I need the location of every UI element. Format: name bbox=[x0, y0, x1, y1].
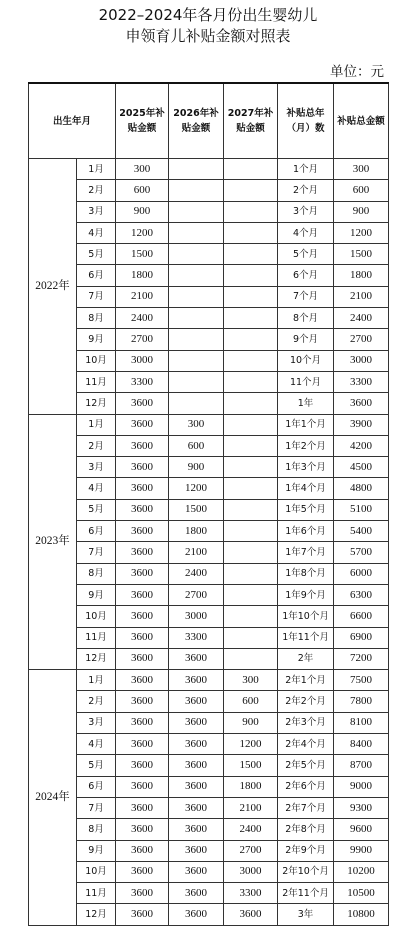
amount-2025-cell: 3600 bbox=[116, 521, 169, 542]
total-amount-cell: 9300 bbox=[334, 797, 389, 818]
table-row bbox=[29, 222, 389, 243]
table-row bbox=[29, 350, 389, 371]
month-cell: 4月 bbox=[77, 734, 116, 755]
amount-2026-cell bbox=[169, 286, 224, 307]
month-cell: 1月 bbox=[77, 159, 116, 180]
total-amount-cell: 6600 bbox=[334, 606, 389, 627]
period-cell: 1年10个月 bbox=[278, 606, 334, 627]
amount-2027-cell bbox=[224, 201, 278, 222]
total-amount-cell: 300 bbox=[334, 159, 389, 180]
amount-2025-cell: 3600 bbox=[116, 691, 169, 712]
amount-2025-cell: 3600 bbox=[116, 755, 169, 776]
period-cell: 2年4个月 bbox=[278, 734, 334, 755]
month-cell: 2月 bbox=[77, 691, 116, 712]
amount-2027-cell bbox=[224, 627, 278, 648]
table-row bbox=[29, 457, 389, 478]
total-amount-cell: 8100 bbox=[334, 712, 389, 733]
table-row bbox=[29, 584, 389, 605]
table-row bbox=[29, 648, 389, 669]
total-amount-cell: 3300 bbox=[334, 371, 389, 392]
amount-2027-cell bbox=[224, 435, 278, 456]
table-row bbox=[29, 627, 389, 648]
period-cell: 8个月 bbox=[278, 308, 334, 329]
month-cell: 12月 bbox=[77, 904, 116, 925]
month-cell: 11月 bbox=[77, 371, 116, 392]
amount-2027-cell: 2100 bbox=[224, 797, 278, 818]
year-cell: 2022年 bbox=[29, 159, 77, 415]
period-cell: 11个月 bbox=[278, 371, 334, 392]
amount-2027-cell: 3300 bbox=[224, 883, 278, 904]
table-row bbox=[29, 265, 389, 286]
amount-2027-cell: 2700 bbox=[224, 840, 278, 861]
period-cell: 1年2个月 bbox=[278, 435, 334, 456]
period-cell: 2年11个月 bbox=[278, 883, 334, 904]
amount-2027-cell bbox=[224, 265, 278, 286]
period-cell: 2年1个月 bbox=[278, 670, 334, 691]
subsidy-table bbox=[28, 82, 389, 926]
amount-2025-cell: 900 bbox=[116, 201, 169, 222]
year-cell: 2023年 bbox=[29, 414, 77, 670]
amount-2027-cell: 1200 bbox=[224, 734, 278, 755]
period-cell: 1年9个月 bbox=[278, 584, 334, 605]
amount-2025-cell: 3600 bbox=[116, 776, 169, 797]
month-cell: 1月 bbox=[77, 414, 116, 435]
month-cell: 9月 bbox=[77, 840, 116, 861]
month-cell: 2月 bbox=[77, 435, 116, 456]
month-cell: 6月 bbox=[77, 521, 116, 542]
total-amount-cell: 7800 bbox=[334, 691, 389, 712]
amount-2025-cell: 600 bbox=[116, 180, 169, 201]
amount-2025-cell: 3600 bbox=[116, 904, 169, 925]
period-cell: 1年 bbox=[278, 393, 334, 414]
amount-2026-cell: 3600 bbox=[169, 648, 224, 669]
table-row bbox=[29, 180, 389, 201]
amount-2027-cell bbox=[224, 542, 278, 563]
month-cell: 5月 bbox=[77, 755, 116, 776]
total-amount-cell: 7500 bbox=[334, 670, 389, 691]
amount-2027-cell bbox=[224, 393, 278, 414]
amount-2027-cell bbox=[224, 329, 278, 350]
header-total-amount: 补贴总金额 bbox=[334, 83, 389, 159]
table-row bbox=[29, 542, 389, 563]
total-amount-cell: 5100 bbox=[334, 499, 389, 520]
amount-2027-cell: 3000 bbox=[224, 861, 278, 882]
period-cell: 1年8个月 bbox=[278, 563, 334, 584]
header-row bbox=[29, 83, 389, 159]
amount-2026-cell: 3600 bbox=[169, 797, 224, 818]
month-cell: 5月 bbox=[77, 499, 116, 520]
amount-2027-cell bbox=[224, 648, 278, 669]
amount-2026-cell: 3600 bbox=[169, 776, 224, 797]
amount-2026-cell: 3600 bbox=[169, 670, 224, 691]
table-row bbox=[29, 904, 389, 925]
table-row bbox=[29, 691, 389, 712]
period-cell: 1年6个月 bbox=[278, 521, 334, 542]
amount-2026-cell: 1800 bbox=[169, 521, 224, 542]
table-row bbox=[29, 499, 389, 520]
table-row bbox=[29, 435, 389, 456]
amount-2025-cell: 3600 bbox=[116, 393, 169, 414]
amount-2025-cell: 2100 bbox=[116, 286, 169, 307]
total-amount-cell: 3900 bbox=[334, 414, 389, 435]
amount-2025-cell: 3600 bbox=[116, 435, 169, 456]
month-cell: 8月 bbox=[77, 308, 116, 329]
amount-2027-cell bbox=[224, 563, 278, 584]
table-row bbox=[29, 797, 389, 818]
amount-2026-cell: 3600 bbox=[169, 755, 224, 776]
amount-2027-cell bbox=[224, 286, 278, 307]
amount-2027-cell: 600 bbox=[224, 691, 278, 712]
total-amount-cell: 5400 bbox=[334, 521, 389, 542]
amount-2026-cell bbox=[169, 201, 224, 222]
table-row bbox=[29, 244, 389, 265]
total-amount-cell: 10800 bbox=[334, 904, 389, 925]
amount-2027-cell: 1800 bbox=[224, 776, 278, 797]
period-cell: 10个月 bbox=[278, 350, 334, 371]
header-total-years: 补贴总年（月）数 bbox=[278, 83, 334, 159]
amount-2027-cell bbox=[224, 478, 278, 499]
amount-2026-cell bbox=[169, 244, 224, 265]
amount-2026-cell: 600 bbox=[169, 435, 224, 456]
amount-2027-cell bbox=[224, 371, 278, 392]
total-amount-cell: 9900 bbox=[334, 840, 389, 861]
amount-2026-cell bbox=[169, 308, 224, 329]
period-cell: 1年11个月 bbox=[278, 627, 334, 648]
amount-2027-cell bbox=[224, 521, 278, 542]
month-cell: 11月 bbox=[77, 627, 116, 648]
period-cell: 2年9个月 bbox=[278, 840, 334, 861]
month-cell: 4月 bbox=[77, 478, 116, 499]
header-2026: 2026年补贴金额 bbox=[169, 83, 224, 159]
total-amount-cell: 8700 bbox=[334, 755, 389, 776]
month-cell: 3月 bbox=[77, 712, 116, 733]
period-cell: 1年1个月 bbox=[278, 414, 334, 435]
amount-2025-cell: 3600 bbox=[116, 712, 169, 733]
period-cell: 1年3个月 bbox=[278, 457, 334, 478]
period-cell: 1年4个月 bbox=[278, 478, 334, 499]
month-cell: 2月 bbox=[77, 180, 116, 201]
amount-2026-cell bbox=[169, 265, 224, 286]
month-cell: 10月 bbox=[77, 861, 116, 882]
month-cell: 3月 bbox=[77, 457, 116, 478]
table-row bbox=[29, 478, 389, 499]
table-row bbox=[29, 393, 389, 414]
year-cell: 2024年 bbox=[29, 670, 77, 926]
amount-2026-cell bbox=[169, 159, 224, 180]
total-amount-cell: 2100 bbox=[334, 286, 389, 307]
amount-2027-cell bbox=[224, 180, 278, 201]
period-cell: 2年10个月 bbox=[278, 861, 334, 882]
amount-2027-cell: 1500 bbox=[224, 755, 278, 776]
amount-2027-cell: 2400 bbox=[224, 819, 278, 840]
header-2027: 2027年补贴金额 bbox=[224, 83, 278, 159]
amount-2026-cell: 1500 bbox=[169, 499, 224, 520]
amount-2025-cell: 3600 bbox=[116, 499, 169, 520]
amount-2025-cell: 3600 bbox=[116, 457, 169, 478]
title-line-2: 申领育儿补贴金额对照表 bbox=[125, 27, 291, 45]
period-cell: 2年5个月 bbox=[278, 755, 334, 776]
amount-2025-cell: 3600 bbox=[116, 670, 169, 691]
amount-2027-cell bbox=[224, 244, 278, 265]
amount-2026-cell bbox=[169, 371, 224, 392]
amount-2025-cell: 1200 bbox=[116, 222, 169, 243]
amount-2026-cell: 1200 bbox=[169, 478, 224, 499]
amount-2026-cell bbox=[169, 180, 224, 201]
month-cell: 8月 bbox=[77, 563, 116, 584]
month-cell: 8月 bbox=[77, 819, 116, 840]
table-row bbox=[29, 414, 389, 435]
period-cell: 1年5个月 bbox=[278, 499, 334, 520]
table-row bbox=[29, 755, 389, 776]
amount-2026-cell: 3600 bbox=[169, 691, 224, 712]
total-amount-cell: 1800 bbox=[334, 265, 389, 286]
table-row bbox=[29, 286, 389, 307]
unit-label: 单位：元 bbox=[330, 64, 384, 80]
amount-2027-cell bbox=[224, 350, 278, 371]
header-birth: 出生年月 bbox=[29, 83, 116, 159]
table-row bbox=[29, 670, 389, 691]
amount-2026-cell: 2100 bbox=[169, 542, 224, 563]
month-cell: 10月 bbox=[77, 350, 116, 371]
amount-2026-cell bbox=[169, 393, 224, 414]
table-row bbox=[29, 734, 389, 755]
amount-2025-cell: 3600 bbox=[116, 606, 169, 627]
total-amount-cell: 6000 bbox=[334, 563, 389, 584]
amount-2027-cell bbox=[224, 308, 278, 329]
total-amount-cell: 3000 bbox=[334, 350, 389, 371]
amount-2026-cell: 3600 bbox=[169, 883, 224, 904]
title-line-1: 2022–2024年各月份出生婴幼儿 bbox=[98, 6, 318, 24]
period-cell: 7个月 bbox=[278, 286, 334, 307]
month-cell: 6月 bbox=[77, 776, 116, 797]
month-cell: 11月 bbox=[77, 883, 116, 904]
amount-2027-cell bbox=[224, 222, 278, 243]
amount-2025-cell: 2400 bbox=[116, 308, 169, 329]
total-amount-cell: 5700 bbox=[334, 542, 389, 563]
amount-2026-cell: 3600 bbox=[169, 904, 224, 925]
amount-2027-cell: 300 bbox=[224, 670, 278, 691]
amount-2026-cell: 3600 bbox=[169, 712, 224, 733]
total-amount-cell: 9600 bbox=[334, 819, 389, 840]
table-row bbox=[29, 819, 389, 840]
amount-2027-cell bbox=[224, 584, 278, 605]
amount-2026-cell: 3600 bbox=[169, 840, 224, 861]
amount-2025-cell: 3600 bbox=[116, 797, 169, 818]
amount-2026-cell bbox=[169, 222, 224, 243]
amount-2025-cell: 3600 bbox=[116, 840, 169, 861]
table-row bbox=[29, 861, 389, 882]
total-amount-cell: 900 bbox=[334, 201, 389, 222]
table-row bbox=[29, 606, 389, 627]
amount-2025-cell: 3000 bbox=[116, 350, 169, 371]
table-row bbox=[29, 521, 389, 542]
amount-2025-cell: 3600 bbox=[116, 883, 169, 904]
period-cell: 5个月 bbox=[278, 244, 334, 265]
month-cell: 12月 bbox=[77, 648, 116, 669]
total-amount-cell: 2400 bbox=[334, 308, 389, 329]
amount-2026-cell: 3600 bbox=[169, 819, 224, 840]
table-row bbox=[29, 371, 389, 392]
total-amount-cell: 6300 bbox=[334, 584, 389, 605]
amount-2025-cell: 1500 bbox=[116, 244, 169, 265]
amount-2027-cell: 900 bbox=[224, 712, 278, 733]
table-row bbox=[29, 308, 389, 329]
amount-2025-cell: 3600 bbox=[116, 627, 169, 648]
period-cell: 2年3个月 bbox=[278, 712, 334, 733]
amount-2025-cell: 3600 bbox=[116, 819, 169, 840]
amount-2025-cell: 3600 bbox=[116, 478, 169, 499]
header-2025: 2025年补贴金额 bbox=[116, 83, 169, 159]
period-cell: 3年 bbox=[278, 904, 334, 925]
amount-2025-cell: 300 bbox=[116, 159, 169, 180]
amount-2026-cell: 3600 bbox=[169, 861, 224, 882]
amount-2027-cell: 3600 bbox=[224, 904, 278, 925]
amount-2025-cell: 3600 bbox=[116, 542, 169, 563]
month-cell: 4月 bbox=[77, 222, 116, 243]
period-cell: 2个月 bbox=[278, 180, 334, 201]
month-cell: 3月 bbox=[77, 201, 116, 222]
amount-2025-cell: 2700 bbox=[116, 329, 169, 350]
month-cell: 7月 bbox=[77, 286, 116, 307]
amount-2026-cell: 2400 bbox=[169, 563, 224, 584]
amount-2027-cell bbox=[224, 414, 278, 435]
total-amount-cell: 600 bbox=[334, 180, 389, 201]
month-cell: 1月 bbox=[77, 670, 116, 691]
period-cell: 3个月 bbox=[278, 201, 334, 222]
table-row bbox=[29, 329, 389, 350]
amount-2025-cell: 3600 bbox=[116, 584, 169, 605]
table-row bbox=[29, 883, 389, 904]
total-amount-cell: 10200 bbox=[334, 861, 389, 882]
table-row bbox=[29, 201, 389, 222]
amount-2025-cell: 3600 bbox=[116, 414, 169, 435]
total-amount-cell: 1200 bbox=[334, 222, 389, 243]
amount-2026-cell: 900 bbox=[169, 457, 224, 478]
period-cell: 1个月 bbox=[278, 159, 334, 180]
amount-2025-cell: 3600 bbox=[116, 861, 169, 882]
total-amount-cell: 10500 bbox=[334, 883, 389, 904]
period-cell: 2年7个月 bbox=[278, 797, 334, 818]
month-cell: 10月 bbox=[77, 606, 116, 627]
amount-2026-cell: 2700 bbox=[169, 584, 224, 605]
total-amount-cell: 1500 bbox=[334, 244, 389, 265]
month-cell: 9月 bbox=[77, 329, 116, 350]
month-cell: 9月 bbox=[77, 584, 116, 605]
total-amount-cell: 8400 bbox=[334, 734, 389, 755]
table-row bbox=[29, 840, 389, 861]
period-cell: 2年8个月 bbox=[278, 819, 334, 840]
month-cell: 7月 bbox=[77, 797, 116, 818]
amount-2027-cell bbox=[224, 159, 278, 180]
table-row bbox=[29, 712, 389, 733]
total-amount-cell: 9000 bbox=[334, 776, 389, 797]
month-cell: 7月 bbox=[77, 542, 116, 563]
total-amount-cell: 3600 bbox=[334, 393, 389, 414]
table-body bbox=[29, 159, 389, 926]
amount-2025-cell: 3600 bbox=[116, 648, 169, 669]
amount-2026-cell bbox=[169, 329, 224, 350]
period-cell: 4个月 bbox=[278, 222, 334, 243]
total-amount-cell: 6900 bbox=[334, 627, 389, 648]
amount-2025-cell: 3300 bbox=[116, 371, 169, 392]
amount-2025-cell: 3600 bbox=[116, 563, 169, 584]
amount-2026-cell: 3000 bbox=[169, 606, 224, 627]
total-amount-cell: 7200 bbox=[334, 648, 389, 669]
month-cell: 5月 bbox=[77, 244, 116, 265]
period-cell: 2年2个月 bbox=[278, 691, 334, 712]
table-row bbox=[29, 563, 389, 584]
amount-2026-cell: 3600 bbox=[169, 734, 224, 755]
table-row bbox=[29, 159, 389, 180]
amount-2027-cell bbox=[224, 457, 278, 478]
amount-2027-cell bbox=[224, 606, 278, 627]
period-cell: 1年7个月 bbox=[278, 542, 334, 563]
amount-2027-cell bbox=[224, 499, 278, 520]
amount-2026-cell: 300 bbox=[169, 414, 224, 435]
month-cell: 12月 bbox=[77, 393, 116, 414]
period-cell: 2年 bbox=[278, 648, 334, 669]
period-cell: 2年6个月 bbox=[278, 776, 334, 797]
amount-2026-cell bbox=[169, 350, 224, 371]
table-row bbox=[29, 776, 389, 797]
period-cell: 9个月 bbox=[278, 329, 334, 350]
amount-2026-cell: 3300 bbox=[169, 627, 224, 648]
total-amount-cell: 4800 bbox=[334, 478, 389, 499]
total-amount-cell: 4500 bbox=[334, 457, 389, 478]
total-amount-cell: 4200 bbox=[334, 435, 389, 456]
period-cell: 6个月 bbox=[278, 265, 334, 286]
amount-2025-cell: 1800 bbox=[116, 265, 169, 286]
amount-2025-cell: 3600 bbox=[116, 734, 169, 755]
total-amount-cell: 2700 bbox=[334, 329, 389, 350]
month-cell: 6月 bbox=[77, 265, 116, 286]
